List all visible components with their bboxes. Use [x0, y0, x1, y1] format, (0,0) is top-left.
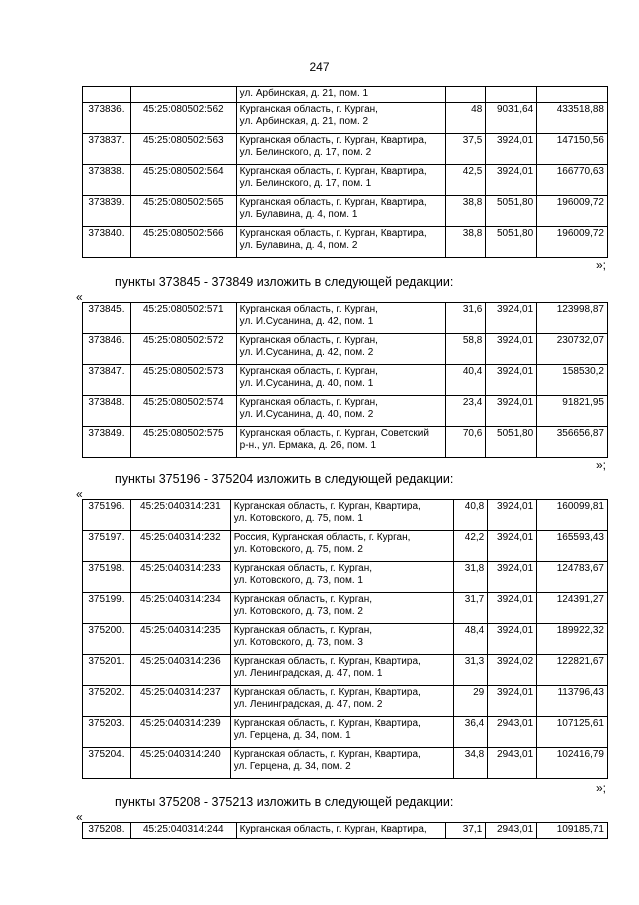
cadastral-number-cell: 45:25:040314:232	[130, 531, 230, 562]
row-number-cell: 373836.	[83, 103, 131, 134]
unit-value-cell: 3924,01	[486, 334, 537, 365]
table-row	[83, 303, 608, 334]
address-cell	[230, 562, 454, 593]
opening-quote: «	[76, 290, 83, 304]
area-cell: 40,4	[446, 365, 486, 396]
address-line: Курганская область, г. Курган,	[239, 366, 378, 377]
row-number-cell: 373848.	[83, 396, 131, 427]
cadastral-value-cell: 147150,56	[537, 134, 608, 165]
address-line: ул. Ленинградская, д. 47, пом. 2	[233, 699, 383, 710]
address-line: ул. И.Сусанина, д. 40, пом. 1	[239, 378, 374, 389]
address-cell	[236, 103, 446, 134]
area-cell: 37,1	[446, 823, 486, 839]
row-number-cell: 373846.	[83, 334, 131, 365]
area-cell: 36,4	[454, 717, 488, 748]
table-row	[83, 531, 608, 562]
cadastral-number-cell: 45:25:080502:563	[130, 134, 236, 165]
unit-value-cell: 5051,80	[486, 427, 537, 458]
address-line: Курганская область, г. Курган,	[233, 625, 373, 636]
cadastral-value-cell: 91821,95	[537, 396, 608, 427]
table-row	[83, 823, 608, 839]
registry-table-2	[82, 302, 608, 458]
cadastral-value-cell: 166770,63	[537, 165, 608, 196]
cadastral-value-cell: 433518,88	[537, 103, 608, 134]
row-number-cell: 375197.	[83, 531, 131, 562]
address-line: Россия, Курганская область, г. Курган,	[233, 532, 411, 543]
cadastral-number-cell: 45:25:080502:571	[130, 303, 236, 334]
address-line: ул. И.Сусанина, д. 40, пом. 2	[239, 409, 374, 420]
cadastral-number-cell: 45:25:040314:235	[130, 624, 230, 655]
row-number-cell: 375208.	[83, 823, 131, 839]
address-line: Курганская область, г. Курган,	[239, 397, 378, 408]
row-number-cell: 373838.	[83, 165, 131, 196]
address-line: ул. Котовского, д. 75, пом. 1	[233, 513, 363, 524]
row-number-cell: 375196.	[83, 500, 131, 531]
address-cell	[236, 365, 446, 396]
address-cell	[230, 717, 454, 748]
cadastral-number-cell: 45:25:040314:237	[130, 686, 230, 717]
address-cell	[236, 427, 446, 458]
cadastral-value-cell: 189922,32	[537, 624, 608, 655]
table-row	[83, 165, 608, 196]
cadastral-value-cell: 160099,81	[537, 500, 608, 531]
cadastral-value-cell: 230732,07	[537, 334, 608, 365]
address-line: ул. Котовского, д. 73, пом. 1	[233, 575, 363, 586]
address-line: Курганская область, г. Курган, Квартира,	[233, 718, 421, 729]
row-number-cell: 373849.	[83, 427, 131, 458]
address-line: ул. Ленинградская, д. 47, пом. 1	[233, 668, 383, 679]
area-cell: 58,8	[446, 334, 486, 365]
row-number-cell: 375198.	[83, 562, 131, 593]
address-line: Курганская область, г. Курган, Квартира,	[239, 824, 427, 835]
table-row	[83, 103, 608, 134]
address-line: ул. Арбинская, д. 21, пом. 2	[239, 116, 369, 127]
area-cell: 34,8	[454, 748, 488, 779]
table-row	[83, 624, 608, 655]
address-line: Курганская область, г. Курган, Квартира,	[239, 197, 427, 208]
row-number-cell: 375201.	[83, 655, 131, 686]
address-line: Курганская область, г. Курган, Квартира,	[239, 228, 427, 239]
cadastral-number-cell: 45:25:080502:564	[130, 165, 236, 196]
unit-value-cell: 9031,64	[486, 103, 537, 134]
area-cell	[446, 87, 486, 103]
address-cell	[236, 396, 446, 427]
cadastral-number-cell: 45:25:040314:233	[130, 562, 230, 593]
address-line: ул. Котовского, д. 73, пом. 2	[233, 606, 363, 617]
unit-value-cell	[486, 87, 537, 103]
cadastral-value-cell: 122821,67	[537, 655, 608, 686]
unit-value-cell: 3924,01	[486, 365, 537, 396]
row-number-cell: 373837.	[83, 134, 131, 165]
unit-value-cell: 3924,02	[488, 655, 537, 686]
address-cell	[236, 134, 446, 165]
area-cell: 31,6	[446, 303, 486, 334]
row-number-cell: 373840.	[83, 227, 131, 258]
registry-table-1	[82, 86, 608, 258]
cadastral-value-cell: 107125,61	[537, 717, 608, 748]
cadastral-value-cell: 196009,72	[537, 227, 608, 258]
address-line: Курганская область, г. Курган, Квартира,	[239, 166, 427, 177]
cadastral-number-cell: 45:25:040314:240	[130, 748, 230, 779]
address-cell	[230, 686, 454, 717]
address-line: ул. Котовского, д. 75, пом. 2	[233, 544, 363, 555]
cadastral-value-cell: 123998,87	[537, 303, 608, 334]
amendment-instruction: пункты 375208 - 375213 изложить в следующей редакции:	[115, 795, 454, 809]
address-line: ул. Арбинская, д. 21, пом. 1	[239, 88, 369, 99]
address-line: ул. И.Сусанина, д. 42, пом. 2	[239, 347, 374, 358]
address-cell	[236, 303, 446, 334]
cadastral-value-cell: 109185,71	[537, 823, 608, 839]
closing-quote: »;	[596, 258, 607, 272]
address-line: ул. И.Сусанина, д. 42, пом. 1	[239, 316, 374, 327]
area-cell: 31,7	[454, 593, 488, 624]
cadastral-value-cell: 124391,27	[537, 593, 608, 624]
address-line: Курганская область, г. Курган,	[233, 594, 373, 605]
address-line: ул. Герцена, д. 34, пом. 2	[233, 761, 351, 772]
cadastral-value-cell: 158530,2	[537, 365, 608, 396]
row-number-cell: 375199.	[83, 593, 131, 624]
unit-value-cell: 2943,01	[486, 823, 537, 839]
unit-value-cell: 3924,01	[488, 562, 537, 593]
table-row	[83, 593, 608, 624]
registry-table-4	[82, 822, 608, 839]
cadastral-number-cell: 45:25:040314:234	[130, 593, 230, 624]
row-number-cell: 375204.	[83, 748, 131, 779]
row-number-cell: 375203.	[83, 717, 131, 748]
area-cell: 70,6	[446, 427, 486, 458]
area-cell: 23,4	[446, 396, 486, 427]
area-cell: 38,8	[446, 196, 486, 227]
table-row	[83, 334, 608, 365]
address-line: Курганская область, г. Курган, Квартира,	[239, 135, 427, 146]
cadastral-number-cell: 45:25:040314:236	[130, 655, 230, 686]
unit-value-cell: 3924,01	[488, 531, 537, 562]
cadastral-number-cell: 45:25:080502:565	[130, 196, 236, 227]
address-line: ул. Герцена, д. 34, пом. 1	[233, 730, 351, 741]
unit-value-cell: 3924,01	[486, 396, 537, 427]
area-cell: 48,4	[454, 624, 488, 655]
cadastral-value-cell: 196009,72	[537, 196, 608, 227]
address-cell	[236, 334, 446, 365]
closing-quote: »;	[596, 458, 607, 472]
cadastral-value-cell	[537, 87, 608, 103]
address-line: Курганская область, г. Курган,	[233, 563, 373, 574]
amendment-instruction: пункты 375196 - 375204 изложить в следующей редакции:	[115, 472, 454, 486]
cadastral-value-cell: 113796,43	[537, 686, 608, 717]
table-row	[83, 365, 608, 396]
address-cell	[236, 823, 446, 839]
address-line: ул. Булавина, д. 4, пом. 1	[239, 209, 358, 220]
area-cell: 42,5	[446, 165, 486, 196]
address-cell	[236, 196, 446, 227]
amendment-instruction: пункты 373845 - 373849 изложить в следующей редакции:	[115, 275, 454, 289]
address-cell	[236, 87, 446, 103]
table-row	[83, 717, 608, 748]
page-number: 247	[309, 60, 330, 74]
address-line: ул. Белинского, д. 17, пом. 1	[239, 178, 372, 189]
address-cell	[230, 500, 454, 531]
unit-value-cell: 2943,01	[488, 748, 537, 779]
cadastral-value-cell: 102416,79	[537, 748, 608, 779]
cadastral-number-cell	[130, 87, 236, 103]
unit-value-cell: 5051,80	[486, 196, 537, 227]
table-row	[83, 686, 608, 717]
table-row	[83, 562, 608, 593]
table-row	[83, 500, 608, 531]
address-line: ул. Белинского, д. 17, пом. 2	[239, 147, 372, 158]
cadastral-value-cell: 356656,87	[537, 427, 608, 458]
address-line: р-н., ул. Ермака, д. 26, пом. 1	[239, 440, 377, 451]
unit-value-cell: 3924,01	[488, 500, 537, 531]
address-line: ул. Булавина, д. 4, пом. 2	[239, 240, 358, 251]
row-number-cell: 375200.	[83, 624, 131, 655]
table-row	[83, 196, 608, 227]
unit-value-cell: 3924,01	[486, 134, 537, 165]
row-number-cell: 373839.	[83, 196, 131, 227]
address-line: Курганская область, г. Курган,	[239, 335, 378, 346]
address-line: Курганская область, г. Курган, Квартира,	[233, 687, 421, 698]
cadastral-number-cell: 45:25:080502:566	[130, 227, 236, 258]
unit-value-cell: 3924,01	[488, 686, 537, 717]
unit-value-cell: 3924,01	[488, 593, 537, 624]
address-cell	[230, 593, 454, 624]
address-line: Курганская область, г. Курган, Квартира,	[233, 501, 421, 512]
address-line: Курганская область, г. Курган,	[239, 104, 378, 115]
address-line: Курганская область, г. Курган, Квартира,	[233, 656, 421, 667]
area-cell: 40,8	[454, 500, 488, 531]
cadastral-number-cell: 45:25:080502:575	[130, 427, 236, 458]
cadastral-value-cell: 124783,67	[537, 562, 608, 593]
area-cell: 42,2	[454, 531, 488, 562]
table-row	[83, 396, 608, 427]
area-cell: 48	[446, 103, 486, 134]
address-cell	[230, 655, 454, 686]
table-row	[83, 134, 608, 165]
unit-value-cell: 2943,01	[488, 717, 537, 748]
area-cell: 37,5	[446, 134, 486, 165]
closing-quote: »;	[596, 781, 607, 795]
cadastral-number-cell: 45:25:080502:573	[130, 365, 236, 396]
address-cell	[230, 624, 454, 655]
row-number-cell	[83, 87, 131, 103]
table-row	[83, 748, 608, 779]
address-line: Курганская область, г. Курган, Советский	[239, 428, 429, 439]
address-cell	[236, 165, 446, 196]
cadastral-number-cell: 45:25:080502:574	[130, 396, 236, 427]
table-row	[83, 227, 608, 258]
opening-quote: «	[76, 487, 83, 501]
area-cell: 38,8	[446, 227, 486, 258]
address-cell	[236, 227, 446, 258]
registry-table-3	[82, 499, 608, 779]
address-line: Курганская область, г. Курган,	[239, 304, 378, 315]
cadastral-number-cell: 45:25:080502:572	[130, 334, 236, 365]
table-row	[83, 87, 608, 103]
unit-value-cell: 3924,01	[486, 165, 537, 196]
area-cell: 29	[454, 686, 488, 717]
area-cell: 31,8	[454, 562, 488, 593]
unit-value-cell: 5051,80	[486, 227, 537, 258]
area-cell: 31,3	[454, 655, 488, 686]
unit-value-cell: 3924,01	[486, 303, 537, 334]
unit-value-cell: 3924,01	[488, 624, 537, 655]
address-line: ул. Котовского, д. 73, пом. 3	[233, 637, 363, 648]
cadastral-value-cell: 165593,43	[537, 531, 608, 562]
table-row	[83, 427, 608, 458]
address-cell	[230, 531, 454, 562]
cadastral-number-cell: 45:25:080502:562	[130, 103, 236, 134]
address-line: Курганская область, г. Курган, Квартира,	[233, 749, 421, 760]
row-number-cell: 373847.	[83, 365, 131, 396]
opening-quote: «	[76, 810, 83, 824]
row-number-cell: 375202.	[83, 686, 131, 717]
cadastral-number-cell: 45:25:040314:231	[130, 500, 230, 531]
row-number-cell: 373845.	[83, 303, 131, 334]
cadastral-number-cell: 45:25:040314:244	[130, 823, 236, 839]
address-cell	[230, 748, 454, 779]
table-row	[83, 655, 608, 686]
cadastral-number-cell: 45:25:040314:239	[130, 717, 230, 748]
